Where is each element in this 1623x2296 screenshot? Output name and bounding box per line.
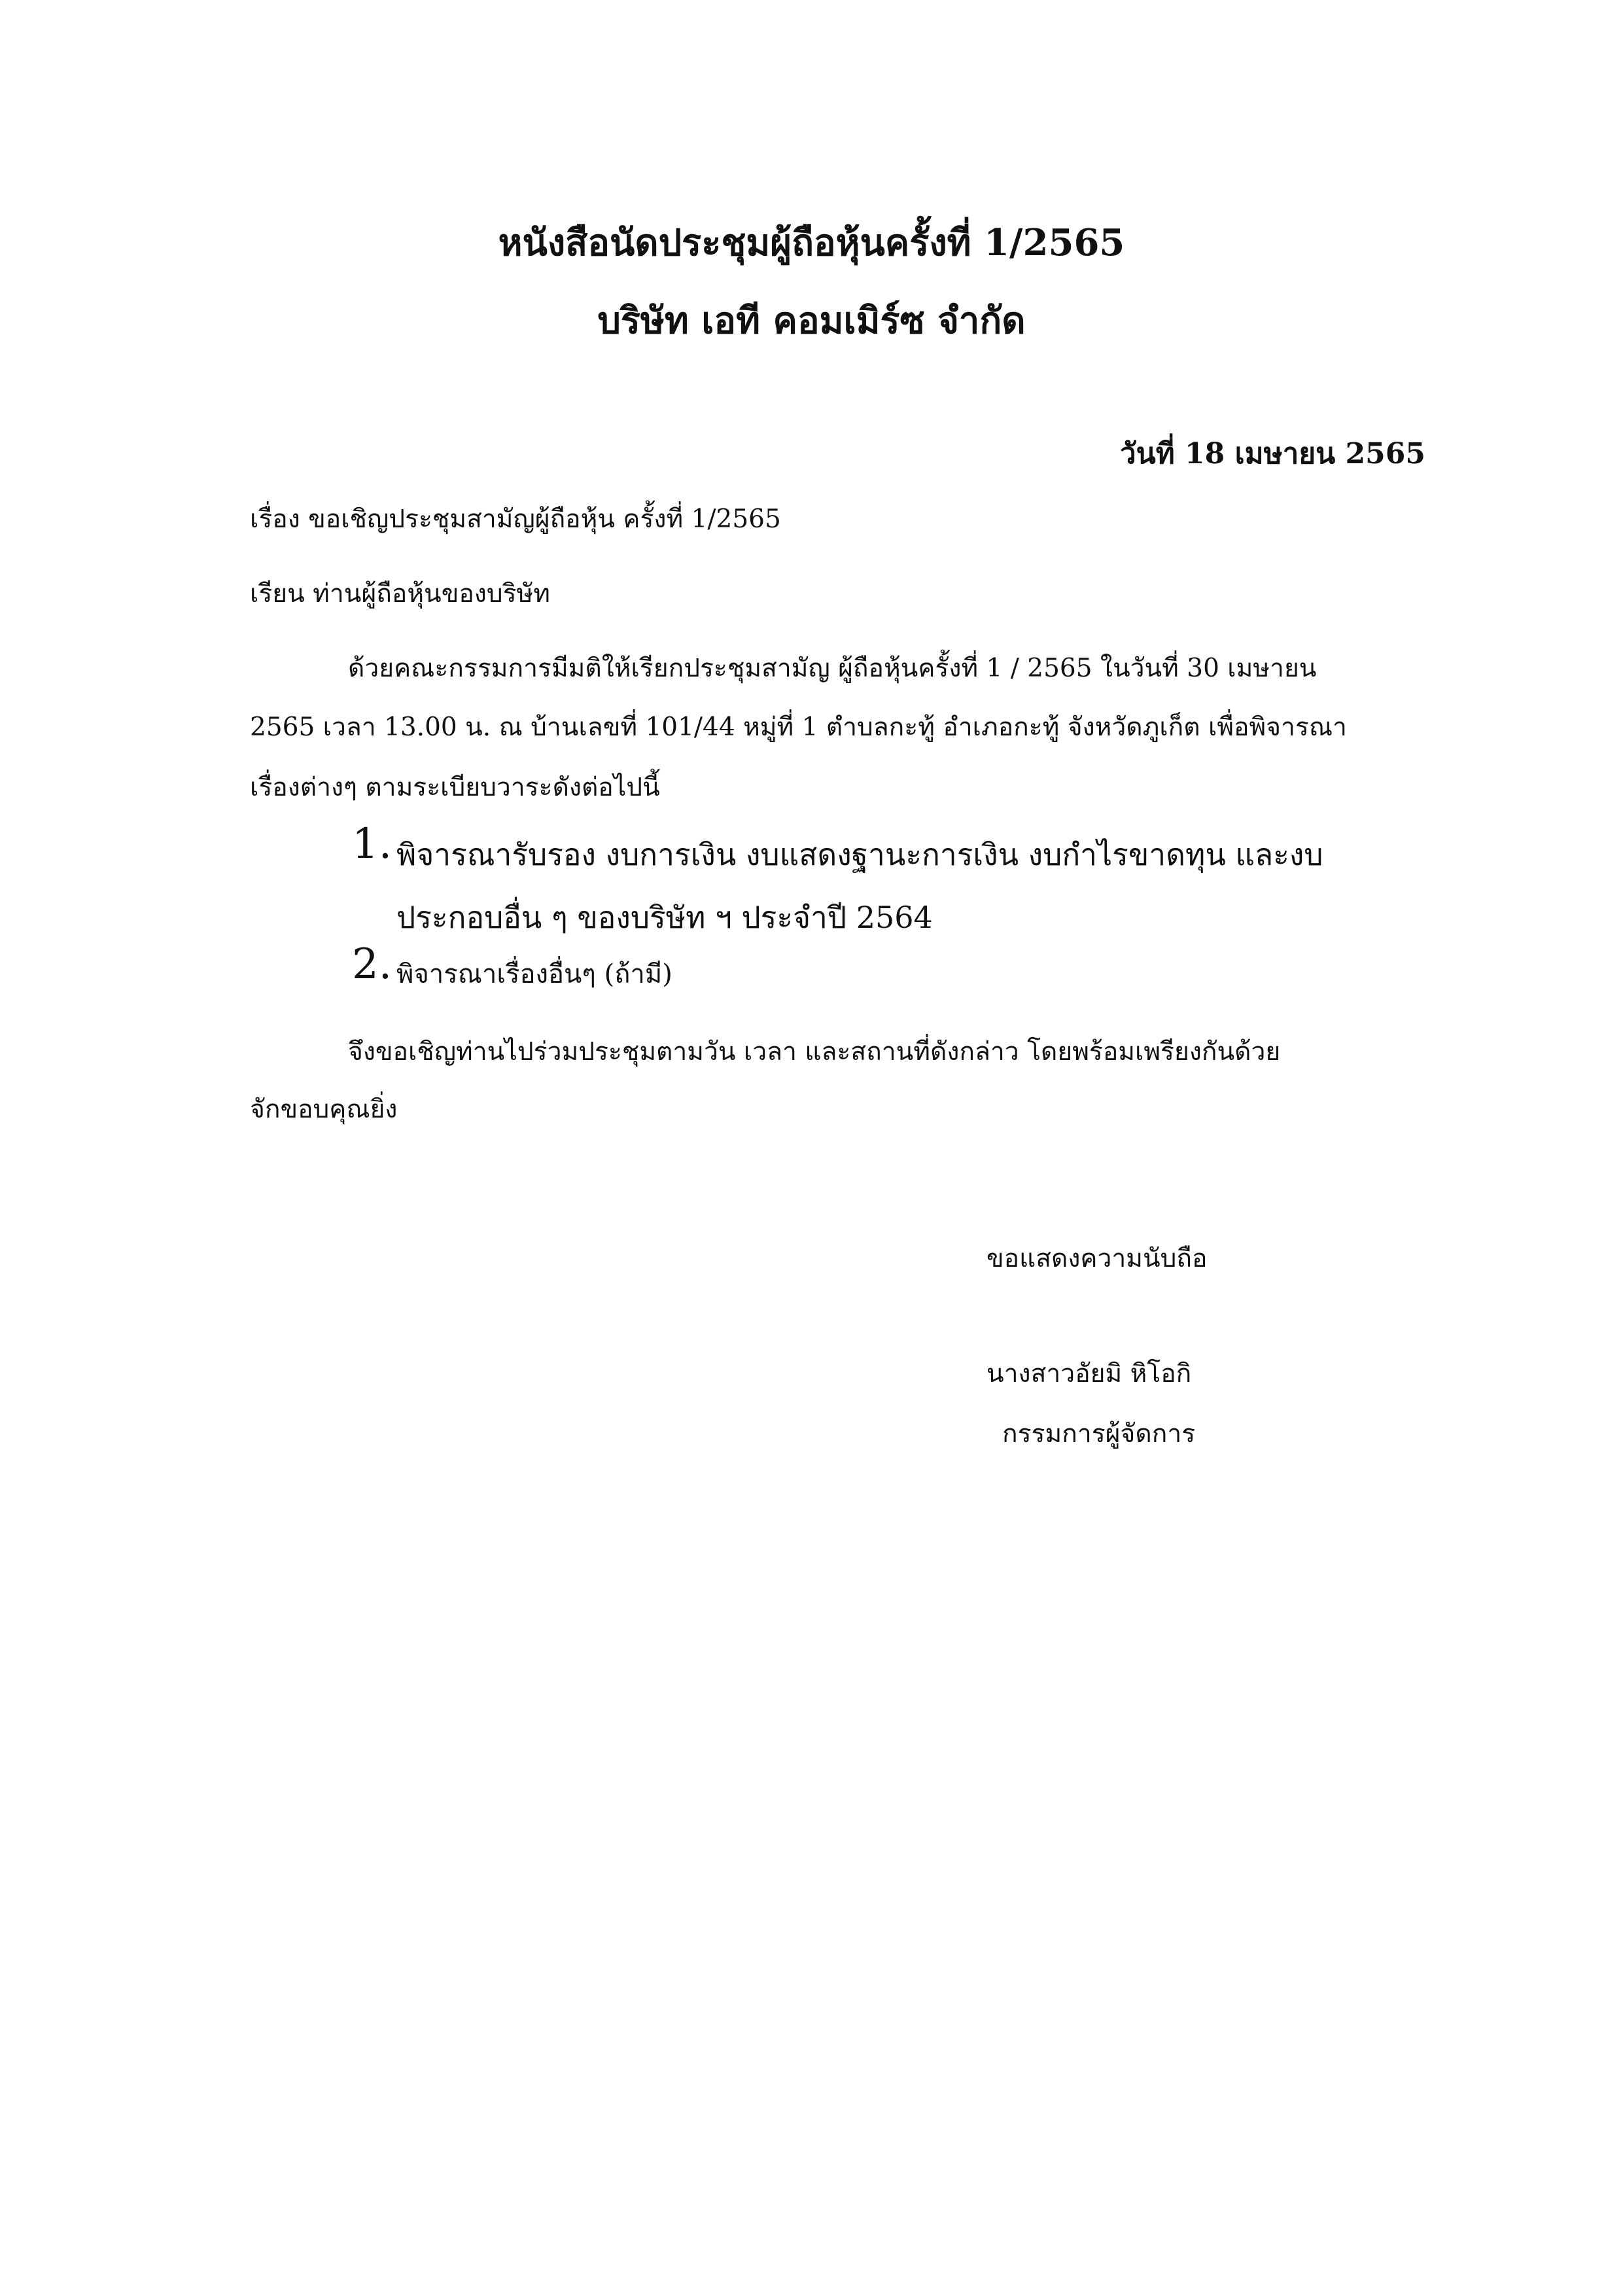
paragraph2-line1: จึงขอเชิญท่านไปร่วมประชุมตามวัน เวลา และสถานที่ดังกล่าว โดยพร้อมเพรียงกันด้วย [348, 1037, 1281, 1067]
agenda-item-1-line2: ประกอบอื่น ๆ ของบริษัท ฯ ประจำปี 2564 [396, 900, 933, 935]
agenda-item-2-line1: พิจารณาเรื่องอื่นๆ (ถ้ามี) [396, 959, 672, 989]
document-date: วันที่ 18 เมษายน 2565 [1119, 437, 1425, 470]
closing-phrase: ขอแสดงความนับถือ [986, 1244, 1208, 1273]
paragraph1-line1: ด้วยคณะกรรมการมีมติให้เรียกประชุมสามัญ ผู้ถือหุ้นครั้งที่ 1 / 2565 ในวันที่ 30 เมษายน [348, 654, 1317, 683]
paragraph2-line2: จักขอบคุณยิ่ง [250, 1095, 398, 1124]
document-title: หนังสือนัดประชุมผู้ถือหุ้นครั้งที่ 1/2565 [498, 221, 1125, 264]
agenda-item-1-line1: พิจารณารับรอง งบการเงิน งบแสดงฐานะการเงิน งบกำไรขาดทุน และงบ [396, 837, 1323, 872]
paragraph1-line2: 2565 เวลา 13.00 น. ณ บ้านเลขที่ 101/44 หมู่ที่ 1 ตำบลกะทู้ อำเภอกะทู้ จังหวัดภูเก็ต เพื่อพิจารณา [250, 713, 1347, 742]
agenda-item-2-number: 2. [352, 940, 393, 989]
subject-line: เรื่อง ขอเชิญประชุมสามัญผู้ถือหุ้น ครั้งที่ 1/2565 [250, 504, 781, 534]
signer-position: กรรมการผู้จัดการ [1002, 1419, 1196, 1449]
paragraph1-line3: เรื่องต่างๆ ตามระเบียบวาระดังต่อไปนี้ [250, 773, 660, 802]
salutation-line: เรียน ท่านผู้ถือหุ้นของบริษัท [250, 579, 550, 609]
agenda-item-1-number: 1. [352, 820, 393, 868]
signer-name: นางสาวอัยมิ หิโอกิ [986, 1359, 1192, 1388]
company-name: บริษัท เอที คอมเมิร์ซ จำกัด [597, 299, 1026, 342]
